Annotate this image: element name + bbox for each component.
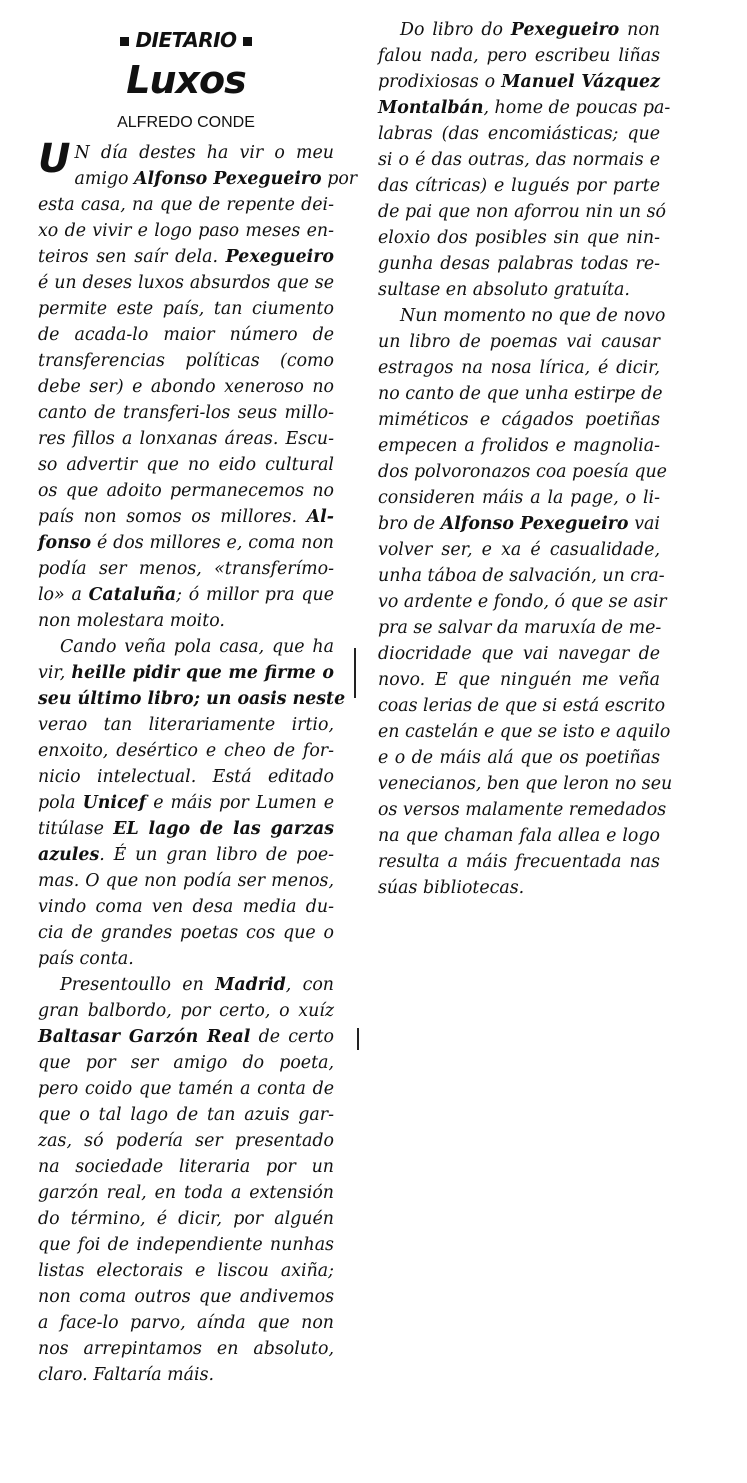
text-line: res fillos a lonxanas áreas. Escu- (38, 429, 334, 449)
text-line: gunha desas palabras todas re- (378, 254, 660, 274)
text-line: que o tal lago de tan azuis gar- (38, 1105, 334, 1125)
text-line: cia de grandes poetas cos que o (38, 923, 334, 943)
text-line: garzón real, en toda a extensión (38, 1183, 334, 1203)
text-line: que por ser amigo do poeta, (38, 1053, 334, 1073)
text-line: verao tan literariamente irtio, (38, 715, 334, 735)
text-line: estragos na nosa lírica, é dicir, (378, 358, 660, 378)
square-bullet-icon (243, 37, 252, 46)
text-line: pola Unicef e máis por Lumen e (38, 793, 335, 813)
author-byline: ALFREDO CONDE (117, 114, 255, 131)
text-line: diocridade que vai navegar de (378, 644, 660, 664)
text-line: pra se salvar da maruxía de me- (378, 618, 662, 638)
text-line: miméticos e cágados poetiñas (378, 410, 660, 430)
text-line: na sociedade literaria por un (38, 1157, 334, 1177)
text-line: das cítricas) e lugués por parte (378, 176, 660, 196)
text-line: seu último libro; un oasis neste (38, 689, 346, 709)
text-line: eloxio dos posibles sin que nin- (378, 228, 660, 248)
text-line: falou nada, pero escribeu liñas (378, 46, 660, 66)
text-line: Presentoullo en Madrid, con (60, 975, 334, 995)
text-line: listas electorais e liscou axiña; (38, 1261, 334, 1281)
text-line: bro de Alfonso Pexegueiro vai (378, 514, 660, 534)
text-line: unha táboa de salvación, un cra- (378, 566, 665, 586)
text-line: consideren máis a la page, o li- (378, 488, 660, 508)
text-line: non molestara moito. (38, 611, 225, 631)
article-title: Luxos (126, 58, 246, 102)
text-line: vindo coma ven desa media du- (38, 897, 334, 917)
text-line: si o é das outras, das normais e (378, 150, 660, 170)
text-line: Nun momento no que de novo (400, 306, 666, 326)
text-line: venecianos, ben que leron no seu (378, 774, 673, 794)
text-line: titúlase EL lago de las garzas (38, 819, 334, 839)
text-line: os que adoito permanecemos no (38, 481, 334, 501)
text-line: dos polvoronazos coa poesía que (378, 462, 667, 482)
text-line: de acada-lo maior número de (38, 325, 334, 345)
text-line: empecen a frolidos e magnolia- (378, 436, 660, 456)
text-line: prodixiosas o Manuel Vázquez (378, 72, 660, 92)
text-line: súas bibliotecas. (378, 878, 525, 898)
text-line: os versos malamente remedados (378, 800, 667, 820)
text-line: vir, heille pidir que me firme o (38, 663, 334, 683)
text-line: nicio intelectual. Está editado (38, 767, 334, 787)
text-line: amigo Alfonso Pexegueiro por (74, 169, 358, 189)
text-line: canto de transferi-los seus millo- (38, 403, 334, 423)
text-line: coas lerias de que si está escrito (378, 696, 666, 716)
scan-mark (354, 648, 356, 698)
text-line: permite este país, tan ciumento (38, 299, 334, 319)
text-line: na que chaman fala allea e logo (378, 826, 660, 846)
text-line: é un deses luxos absurdos que se (38, 273, 334, 293)
text-line: zas, só podería ser presentado (38, 1131, 334, 1151)
text-line: teiros sen saír dela. Pexegueiro (38, 247, 334, 267)
text-line: de pai que non aforrou nin un só (378, 202, 667, 222)
text-line: Cando veña pola casa, que ha (60, 637, 334, 657)
text-line: transferencias políticas (como (38, 351, 334, 371)
square-bullet-icon (120, 37, 129, 46)
text-line: xo de vivir e logo paso meses en- (38, 221, 334, 241)
section-label: DIETARIO (135, 28, 237, 52)
text-line: sultase en absoluto gratuíta. (378, 280, 630, 300)
text-line: debe ser) e abondo xeneroso no (38, 377, 334, 397)
text-line: labras (das encomiásticas; que (378, 124, 660, 144)
text-line: esta casa, na que de repente dei- (38, 195, 334, 215)
text-line: e o de máis alá que os poetiñas (378, 748, 660, 768)
text-line: volver ser, e xa é casualidade, (378, 540, 660, 560)
text-line: azules. É un gran libro de poe- (38, 845, 334, 865)
text-line: Baltasar Garzón Real de certo (38, 1027, 334, 1047)
text-line: Do libro do Pexegueiro non (400, 20, 661, 40)
text-line: a face-lo parvo, aínda que non (38, 1313, 334, 1333)
text-line: gran balbordo, por certo, o xuíz (38, 1001, 334, 1021)
text-line: N día destes ha vir o meu (74, 143, 334, 163)
text-line: pero coido que tamén a conta de (38, 1079, 334, 1099)
right-column (378, 0, 673, 901)
right-column-text (378, 17, 673, 901)
text-line: no canto de que unha estirpe de (378, 384, 663, 404)
text-line: lo» a Cataluña; ó millor pra que (38, 585, 334, 605)
text-line: novo. E que ninguén me veña (378, 670, 660, 690)
drop-cap: U (38, 136, 71, 182)
text-line: Montalbán, home de poucas pa- (378, 98, 671, 118)
left-column-text (38, 136, 358, 1388)
text-line: so advertir que no eido cultural (38, 455, 334, 475)
text-line: do término, é dicir, por alguén (38, 1209, 334, 1229)
section-heading (38, 28, 334, 52)
text-line: país conta. (38, 949, 134, 969)
text-line: claro. Faltaría máis. (38, 1365, 215, 1385)
text-line: un libro de poemas vai causar (378, 332, 660, 352)
text-line: país non somos os millores. Al- (38, 507, 334, 527)
text-line: resulta a máis frecuentada nas (378, 852, 660, 872)
text-line: nos arrepintamos en absoluto, (38, 1339, 334, 1359)
text-line: que foi de independiente nunhas (38, 1235, 334, 1255)
left-column (38, 0, 358, 1388)
text-line: mas. O que non podía ser menos, (38, 871, 334, 891)
text-line: en castelán e que se isto e aquilo (378, 722, 671, 742)
text-line: vo ardente e fondo, ó que se asir (378, 592, 667, 612)
text-line: non coma outros que andivemos (38, 1287, 334, 1307)
scan-mark (357, 1028, 359, 1050)
text-line: fonso é dos millores e, coma non (38, 533, 334, 553)
text-line: enxoito, desértico e cheo de for- (38, 741, 334, 761)
text-line: podía ser menos, «transferímo- (38, 559, 334, 579)
